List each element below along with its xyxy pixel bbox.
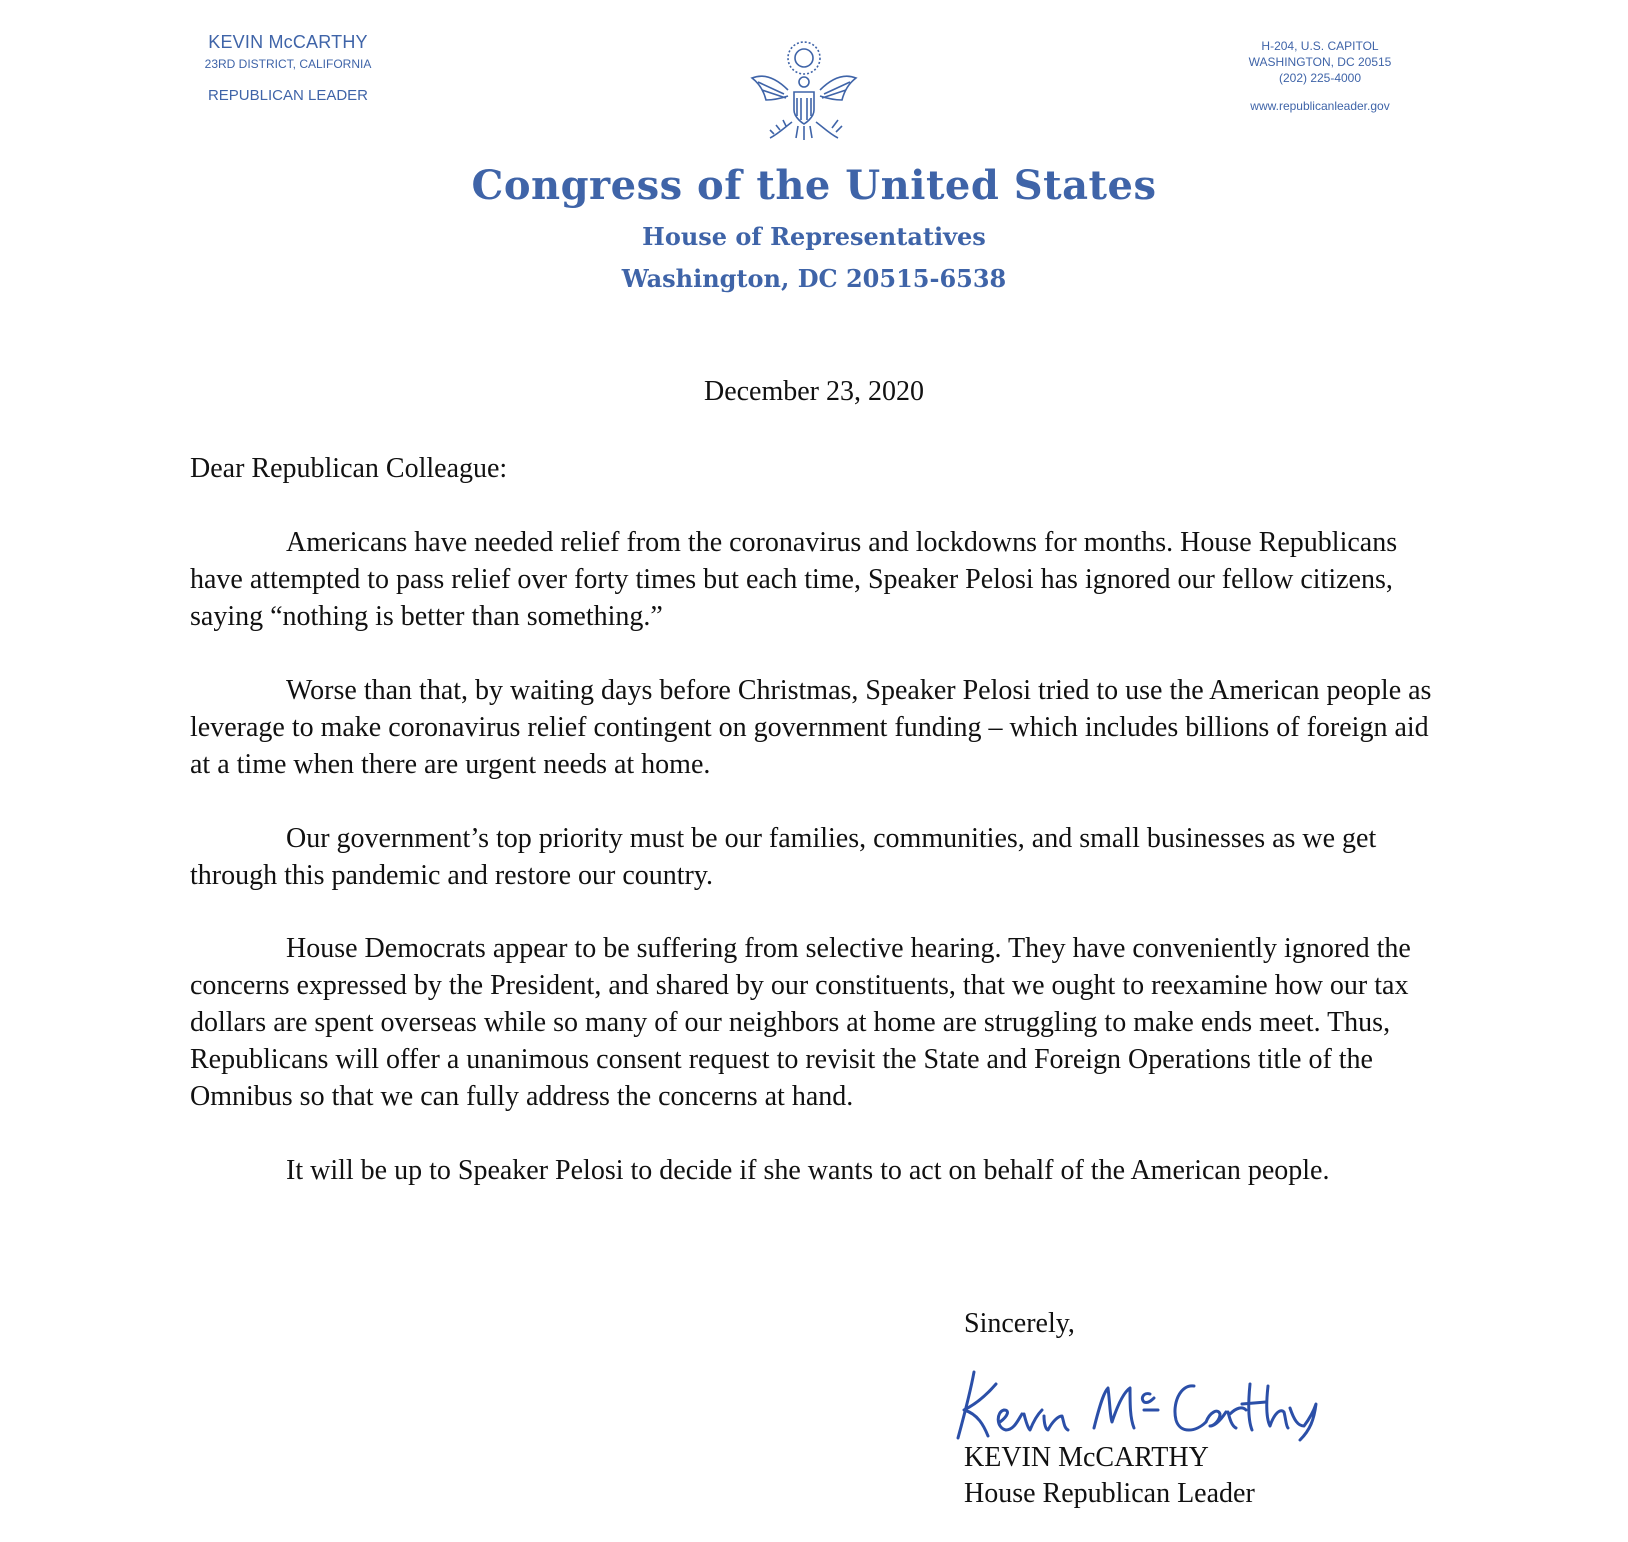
signer-name: KEVIN McCARTHY	[964, 1442, 1209, 1473]
signer-title: House Republican Leader	[964, 1478, 1255, 1509]
address-line-1: H-204, U.S. CAPITOL	[1261, 39, 1379, 53]
masthead-title: Congress of the United States	[471, 162, 1157, 209]
salutation: Dear Republican Colleague:	[190, 453, 508, 484]
closing-sincerely: Sincerely,	[964, 1308, 1075, 1339]
masthead-subtitle-address: Washington, DC 20515-6538	[621, 264, 1007, 293]
paragraph-2: Worse than that, by waiting days before Christmas, Speaker Pelosi tried to use the American people as leverage to make coronavirus relief contingent on government funding – which includes billions of foreign aid at a time when there are urgent needs at home.	[190, 675, 1432, 780]
letterhead-role: REPUBLICAN LEADER	[207, 87, 369, 104]
paragraph-4: House Democrats appear to be suffering from selective hearing. They have conveniently ignored the concerns expressed by the President, and shared by our constituents, that we ought to reexamine how our tax dollars are spent overseas while so many of our neighbors at home are struggling to make ends meet. Thus, Republicans will offer a unanimous consent request to revisit the State and Foreign Operations title of the Omnibus so that we can fully address the concerns at hand.	[190, 933, 1411, 1112]
handwritten-signature	[944, 1364, 1344, 1444]
phone-number: (202) 225-4000	[1278, 71, 1362, 85]
great-seal-eagle-icon	[744, 38, 864, 146]
masthead-subtitle-house: House of Representatives	[642, 222, 986, 251]
letterhead-district: 23RD DISTRICT, CALIFORNIA	[204, 57, 372, 71]
letterhead-left-block	[188, 32, 388, 104]
website-url: www.republicanleader.gov	[1250, 99, 1390, 113]
paragraph-5: It will be up to Speaker Pelosi to decide if she wants to act on behalf of the American people.	[286, 1155, 1330, 1186]
paragraph-3: Our government’s top priority must be our families, communities, and small businesses as we get through this pandemic and restore our country.	[190, 823, 1377, 891]
signer-block	[964, 1440, 1255, 1512]
letterhead-name: KEVIN McCARTHY	[208, 32, 368, 52]
letterhead-right-block	[1220, 38, 1420, 114]
address-line-2: WASHINGTON, DC 20515	[1248, 55, 1392, 69]
letter-date: December 23, 2020	[703, 376, 925, 407]
paragraph-1: Americans have needed relief from the coronavirus and lockdowns for months. House Republicans have attempted to pass relief over forty times but each time, Speaker Pelosi has ignored our fellow citizens, saying “nothing is better than something.”	[190, 527, 1398, 632]
